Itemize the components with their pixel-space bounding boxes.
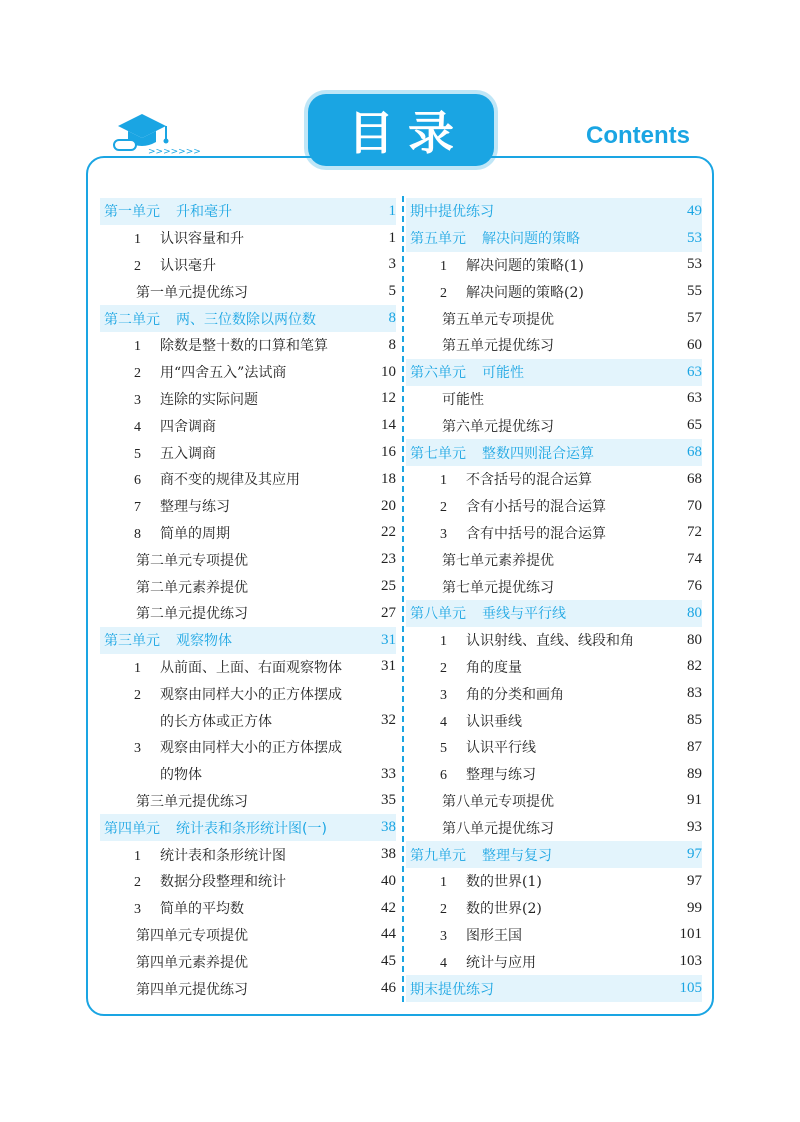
lesson-number: 8 <box>134 526 141 542</box>
page-number: 70 <box>687 497 702 514</box>
toc-entry-row <box>100 520 396 547</box>
toc-entry-row <box>100 654 396 681</box>
page-number: 27 <box>381 604 396 621</box>
toc-entry-row <box>100 359 396 386</box>
toc-entry-label <box>100 309 360 329</box>
lesson-number: 3 <box>440 526 447 542</box>
toc-entry-label <box>406 871 666 891</box>
lesson-number: 5 <box>134 446 141 462</box>
toc-entry-label <box>100 362 360 382</box>
page-number: 49 <box>687 202 702 219</box>
lesson-title: 统计表和条形统计图 <box>160 847 286 864</box>
toc-entry-label <box>406 925 666 945</box>
page-number: 68 <box>687 470 702 487</box>
toc-entry-label: 第四单元素养提优 <box>136 954 248 971</box>
toc-entry-label <box>100 443 360 463</box>
page-number: 97 <box>687 872 702 889</box>
toc-entry-label: 第二单元提优练习 <box>136 606 248 623</box>
toc-section-row <box>100 305 396 332</box>
page-number: 14 <box>381 417 396 434</box>
toc-entry-label <box>406 952 666 972</box>
lesson-number: 1 <box>440 473 447 489</box>
page-number: 89 <box>687 765 702 782</box>
toc-entry-row <box>406 788 702 815</box>
toc-entry-row <box>100 707 396 734</box>
page-number: 42 <box>381 899 396 916</box>
lesson-title: 数的世界(1) <box>466 874 542 891</box>
page-number: 63 <box>687 390 702 407</box>
toc-entry-label <box>406 764 666 784</box>
toc-entry-row <box>100 412 396 439</box>
page-number: 57 <box>687 310 702 327</box>
lesson-title: 观察由同样大小的正方体摆成 <box>160 740 342 757</box>
lesson-number: 2 <box>440 500 447 516</box>
page-number: 3 <box>388 256 396 273</box>
toc-entry-label <box>100 898 360 918</box>
toc-entry-label: 的长方体或正方体 <box>160 713 272 730</box>
page-number: 23 <box>381 551 396 568</box>
lesson-title: 图形王国 <box>466 927 522 944</box>
toc-entry-row <box>406 305 702 332</box>
page-number: 46 <box>381 980 396 996</box>
toc-entry-label: 第一单元提优练习 <box>136 284 248 301</box>
page-number: 91 <box>687 792 702 809</box>
toc-entry-label: 第二单元素养提优 <box>136 579 248 596</box>
toc-entry-label <box>100 469 360 489</box>
page-number: 22 <box>381 524 396 541</box>
graduation-cap-icon <box>108 108 201 158</box>
page-number: 53 <box>687 256 702 273</box>
toc-entry-label <box>406 523 666 543</box>
toc-entry-row <box>406 868 702 895</box>
toc-entry-label <box>100 201 360 221</box>
toc-entry-row <box>100 386 396 413</box>
lesson-number: 1 <box>134 339 141 355</box>
page-number: 53 <box>687 229 702 246</box>
lesson-title: 观察由同样大小的正方体摆成 <box>160 686 342 703</box>
toc-left-column <box>100 198 396 1002</box>
toc-entry-row <box>100 788 396 815</box>
lesson-title: 统计与应用 <box>466 954 536 971</box>
toc-entry-row <box>406 814 702 841</box>
toc-right-column <box>406 198 702 1002</box>
page-number: 72 <box>687 524 702 541</box>
page-number: 33 <box>381 765 396 782</box>
lesson-number: 3 <box>440 687 447 703</box>
lesson-title: 整理与练习 <box>466 767 536 784</box>
lesson-number: 1 <box>134 660 141 676</box>
lesson-title: 不含括号的混合运算 <box>466 472 592 489</box>
unit-label: 第六单元 <box>410 365 466 382</box>
page-number: 65 <box>687 417 702 434</box>
lesson-number: 2 <box>440 285 447 301</box>
toc-entry-label: 第八单元提优练习 <box>442 820 554 837</box>
toc-entry-row <box>406 654 702 681</box>
toc-entry-row <box>406 761 702 788</box>
lesson-title: 简单的平均数 <box>160 901 244 918</box>
toc-entry-label <box>100 389 360 409</box>
page-number: 10 <box>381 363 396 380</box>
toc-entry-label: 第五单元专项提优 <box>442 311 554 328</box>
toc-entry-label <box>100 630 360 650</box>
toc-entry-label <box>100 845 360 865</box>
lesson-title: 数的世界(2) <box>466 901 542 918</box>
page-number: 31 <box>381 631 396 648</box>
toc-section-row <box>100 627 396 654</box>
toc-entry-label <box>406 496 666 516</box>
toc-entry-row <box>100 734 396 761</box>
page-number: 16 <box>381 444 396 461</box>
page-number: 82 <box>687 658 702 675</box>
page-number: 31 <box>381 658 396 675</box>
lesson-title: 四舍调商 <box>160 418 216 435</box>
toc-entry-label: 的物体 <box>160 767 202 784</box>
toc-entry-label <box>406 979 666 999</box>
lesson-number: 6 <box>440 768 447 784</box>
lesson-number: 1 <box>440 258 447 274</box>
unit-title: 统计表和条形统计图(一) <box>176 820 327 837</box>
toc-entry-row <box>100 868 396 895</box>
toc-entry-row <box>406 466 702 493</box>
lesson-title: 从前面、上面、右面观察物体 <box>160 659 342 676</box>
toc-entry-label <box>100 523 360 543</box>
unit-label: 第九单元 <box>410 847 466 864</box>
page-title: 目录 <box>348 106 468 160</box>
toc-entry-label <box>100 684 360 704</box>
unit-label: 第二单元 <box>104 311 160 328</box>
lesson-title: 认识毫升 <box>160 257 216 274</box>
toc-section-row <box>406 600 702 627</box>
unit-title: 可能性 <box>482 365 524 382</box>
unit-title: 整理与复习 <box>482 847 552 864</box>
lesson-number: 7 <box>134 500 141 516</box>
page-number: 80 <box>687 631 702 648</box>
toc-section-row <box>406 198 702 225</box>
toc-entry-label <box>100 737 360 757</box>
page-number: 1 <box>388 202 396 219</box>
toc-entry-label <box>406 443 666 463</box>
toc-entry-label: 可能性 <box>442 391 484 408</box>
toc-entry-label <box>406 737 666 757</box>
toc-entry-row <box>406 386 702 413</box>
lesson-title: 含有中括号的混合运算 <box>466 525 606 542</box>
page-number: 83 <box>687 685 702 702</box>
toc-entry-label: 第四单元专项提优 <box>136 927 248 944</box>
header <box>0 0 800 170</box>
toc-entry-row <box>100 225 396 252</box>
lesson-title: 数据分段整理和统计 <box>160 874 286 891</box>
lesson-number: 4 <box>134 419 141 435</box>
toc-entry-row <box>406 948 702 975</box>
toc-entry-row <box>406 627 702 654</box>
lesson-title: 角的度量 <box>466 659 522 676</box>
lesson-title: 认识容量和升 <box>160 231 244 248</box>
toc-entry-label <box>406 228 666 248</box>
toc-entry-row <box>100 948 396 975</box>
toc-entry-row <box>406 332 702 359</box>
page-number: 20 <box>381 497 396 514</box>
lesson-number: 3 <box>134 392 141 408</box>
lesson-number: 3 <box>134 741 141 757</box>
lesson-title: 连除的实际问题 <box>160 391 258 408</box>
toc-entry-row <box>100 975 396 1002</box>
toc-section-row <box>406 439 702 466</box>
toc-section-row <box>406 975 702 1002</box>
page-number: 8 <box>388 336 396 353</box>
toc-entry-row <box>406 546 702 573</box>
page-number: 35 <box>381 792 396 809</box>
lesson-title: 认识垂线 <box>466 713 522 730</box>
page-number: 97 <box>687 846 702 863</box>
toc-entry-label <box>406 255 666 275</box>
toc-entry-label <box>406 898 666 918</box>
lesson-number: 4 <box>440 955 447 971</box>
toc-entry-label <box>100 416 360 436</box>
toc-entry-label <box>406 845 666 865</box>
page-number: 101 <box>679 926 702 943</box>
unit-label: 期中提优练习 <box>410 204 494 221</box>
lesson-number: 2 <box>134 258 141 274</box>
page-number: 5 <box>388 283 396 300</box>
lesson-number: 1 <box>134 232 141 248</box>
lesson-number: 2 <box>134 875 141 891</box>
lesson-title: 认识射线、直线、线段和角 <box>466 633 634 650</box>
lesson-number: 5 <box>440 741 447 757</box>
page-number: 44 <box>381 926 396 943</box>
page-number: 18 <box>381 470 396 487</box>
unit-label: 期末提优练习 <box>410 981 494 998</box>
toc-entry-row <box>406 520 702 547</box>
page-number: 1 <box>388 229 396 246</box>
unit-label: 第三单元 <box>104 633 160 650</box>
page-number: 103 <box>679 953 702 970</box>
toc-entry-row <box>406 278 702 305</box>
toc-entry-label: 第四单元提优练习 <box>136 981 248 998</box>
unit-label: 第八单元 <box>410 606 466 623</box>
toc-entry-label <box>100 228 360 248</box>
toc-entry-row <box>406 707 702 734</box>
lesson-title: 含有小括号的混合运算 <box>466 499 606 516</box>
toc-entry-row <box>406 412 702 439</box>
lesson-number: 4 <box>440 714 447 730</box>
page-number: 45 <box>381 953 396 970</box>
lesson-number: 3 <box>134 902 141 918</box>
page-subtitle: Contents <box>586 122 690 149</box>
toc-entry-label <box>406 469 666 489</box>
toc-entry-row <box>100 922 396 949</box>
unit-label: 第一单元 <box>104 204 160 221</box>
toc-entry-row <box>100 600 396 627</box>
toc-entry-row <box>406 734 702 761</box>
toc-entry-row <box>100 252 396 279</box>
toc-entry-label <box>100 871 360 891</box>
toc-entry-row <box>100 493 396 520</box>
page-number: 87 <box>687 738 702 755</box>
unit-title: 观察物体 <box>176 633 232 650</box>
lesson-number: 2 <box>134 366 141 382</box>
toc-entry-row <box>100 332 396 359</box>
lesson-title: 角的分类和画角 <box>466 686 564 703</box>
toc-entry-row <box>100 761 396 788</box>
lesson-number: 2 <box>134 687 141 703</box>
toc-entry-label <box>406 282 666 302</box>
lesson-title: 认识平行线 <box>466 740 536 757</box>
page-number: 12 <box>381 390 396 407</box>
page-number: 38 <box>381 846 396 863</box>
unit-title: 整数四则混合运算 <box>482 445 594 462</box>
toc-entry-row <box>406 895 702 922</box>
toc-section-row <box>406 359 702 386</box>
lesson-number: 1 <box>440 875 447 891</box>
page-number: 93 <box>687 819 702 836</box>
toc-entry-label: 第二单元专项提优 <box>136 552 248 569</box>
page-number: 99 <box>687 899 702 916</box>
lesson-number: 2 <box>440 902 447 918</box>
toc-section-row <box>100 814 396 841</box>
toc-entry-label: 第八单元专项提优 <box>442 793 554 810</box>
toc-entry-row <box>406 680 702 707</box>
svg-text:>>>>>>>: >>>>>>> <box>148 147 201 157</box>
toc-section-row <box>100 198 396 225</box>
page-number: 8 <box>388 310 396 327</box>
lesson-title: 整理与练习 <box>160 499 230 516</box>
lesson-title: 除数是整十数的口算和笔算 <box>160 338 328 355</box>
toc-entry-label <box>406 362 666 382</box>
toc-entry-label: 第六单元提优练习 <box>442 418 554 435</box>
toc-entry-row <box>406 493 702 520</box>
toc-entry-row <box>100 546 396 573</box>
toc-entry-row <box>100 841 396 868</box>
page-number: 63 <box>687 363 702 380</box>
page-number: 55 <box>687 283 702 300</box>
page-number: 80 <box>687 604 702 621</box>
toc-entry-label <box>100 818 360 838</box>
toc-entry-label <box>406 711 666 731</box>
lesson-number: 2 <box>440 660 447 676</box>
toc-entry-label: 第七单元素养提优 <box>442 552 554 569</box>
lesson-title: 解决问题的策略(2) <box>466 284 584 301</box>
lesson-title: 解决问题的策略(1) <box>466 257 584 274</box>
toc-entry-label <box>406 630 666 650</box>
toc-entry-row <box>100 278 396 305</box>
toc-entry-row <box>100 680 396 707</box>
toc-entry-label <box>100 657 360 677</box>
toc-entry-label: 第三单元提优练习 <box>136 793 248 810</box>
unit-label: 第五单元 <box>410 231 466 248</box>
toc-entry-label <box>100 255 360 275</box>
page-number: 38 <box>381 819 396 836</box>
lesson-number: 1 <box>440 634 447 650</box>
toc-entry-label: 第五单元提优练习 <box>442 338 554 355</box>
page-number: 74 <box>687 551 702 568</box>
toc-entry-row <box>100 895 396 922</box>
page-number: 105 <box>679 980 702 996</box>
toc-entry-row <box>406 252 702 279</box>
unit-title: 升和毫升 <box>176 204 232 221</box>
unit-label: 第四单元 <box>104 820 160 837</box>
lesson-title: 用“四舍五入”法试商 <box>160 365 287 382</box>
toc-entry-label <box>406 201 666 221</box>
page-number: 32 <box>381 712 396 729</box>
unit-title: 解决问题的策略 <box>482 231 580 248</box>
lesson-title: 商不变的规律及其应用 <box>160 472 300 489</box>
page-number: 85 <box>687 712 702 729</box>
toc-entry-row <box>100 439 396 466</box>
toc-entry-label <box>100 335 360 355</box>
page-number: 60 <box>687 336 702 353</box>
lesson-number: 6 <box>134 473 141 489</box>
lesson-number: 1 <box>134 848 141 864</box>
toc-section-row <box>406 841 702 868</box>
unit-label: 第七单元 <box>410 445 466 462</box>
toc-section-row <box>406 225 702 252</box>
page-number: 25 <box>381 578 396 595</box>
toc-entry-label <box>406 603 666 623</box>
page-number: 40 <box>381 872 396 889</box>
toc-entry-row <box>100 466 396 493</box>
toc-entry-label <box>406 657 666 677</box>
toc-entry-row <box>406 573 702 600</box>
lesson-title: 简单的周期 <box>160 525 230 542</box>
unit-title: 两、三位数除以两位数 <box>176 311 316 328</box>
toc-entry-row <box>100 573 396 600</box>
toc-entry-row <box>406 922 702 949</box>
toc-entry-label <box>100 496 360 516</box>
lesson-title: 五入调商 <box>160 445 216 462</box>
lesson-number: 3 <box>440 928 447 944</box>
column-divider <box>402 196 404 1002</box>
page-number: 68 <box>687 444 702 461</box>
toc-entry-label <box>406 684 666 704</box>
unit-title: 垂线与平行线 <box>482 606 566 623</box>
page-number: 76 <box>687 578 702 595</box>
toc-entry-label: 第七单元提优练习 <box>442 579 554 596</box>
